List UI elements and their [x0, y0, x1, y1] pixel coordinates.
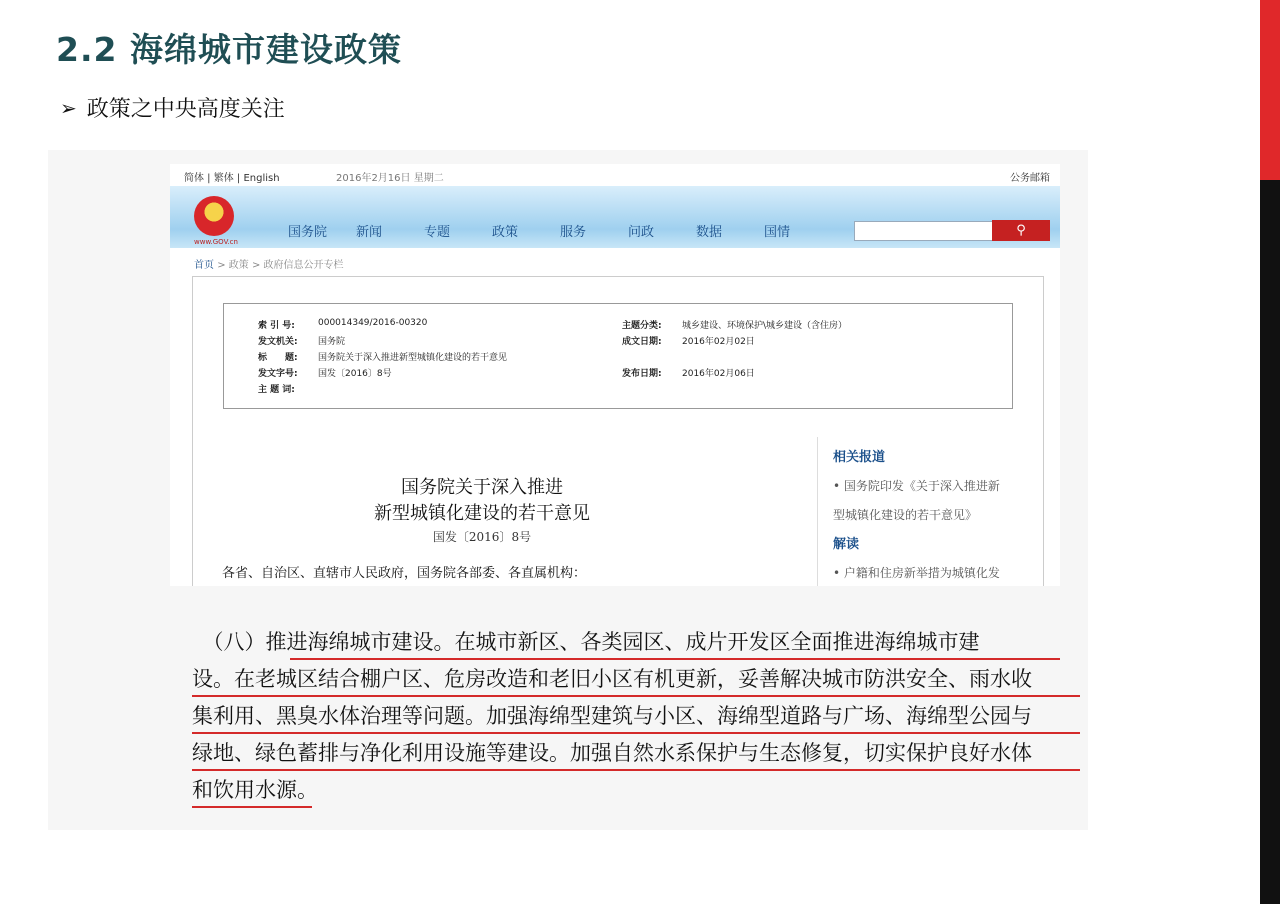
nav-item-data[interactable]: 数据	[696, 225, 723, 240]
meta-label: 发文字号:	[258, 369, 298, 379]
meta-value: 国务院	[318, 337, 346, 347]
red-underline	[290, 658, 1060, 660]
red-underline	[192, 806, 312, 808]
nav-item-news[interactable]: 新闻	[356, 225, 383, 240]
site-header	[170, 186, 1060, 248]
meta-label: 发文机关:	[258, 337, 298, 347]
breadcrumb-home[interactable]: 首页	[194, 260, 214, 271]
arrow-bullet-icon: ➢	[60, 95, 77, 120]
meta-value: 2016年02月02日	[682, 337, 755, 347]
meta-value: 2016年02月06日	[682, 369, 755, 379]
meta-value: 国发〔2016〕8号	[318, 369, 392, 379]
search-button[interactable]	[992, 220, 1050, 241]
bullet-text: 政策之中央高度关注	[86, 97, 285, 122]
document-number: 国发〔2016〕8号	[432, 530, 532, 544]
excerpt-line: （八）推进海绵城市建设。在城市新区、各类园区、成片开发区全面推进海绵城市建	[192, 630, 980, 654]
breadcrumb-gov-info[interactable]: 政府信息公开专栏	[263, 260, 344, 271]
meta-value: 000014349/2016-00320	[318, 318, 428, 328]
breadcrumb-separator: >	[251, 260, 261, 271]
site-logo-caption: www.GOV.cn	[194, 238, 238, 246]
meta-value: 城乡建设、环境保护\城乡建设（含住房）	[682, 321, 848, 331]
main-nav	[288, 221, 832, 240]
excerpt-line: 绿地、绿色蓄排与净化利用设施等建设。加强自然水系保护与生态修复，切实保护良好水体	[192, 741, 1032, 765]
related-heading: 相关报道	[833, 450, 886, 465]
related-link-continued[interactable]: 型城镇化建设的若干意见》	[833, 508, 978, 522]
meta-label: 标 题:	[258, 353, 298, 363]
meta-label: 索 引 号:	[258, 321, 295, 331]
top-bar	[170, 164, 1060, 186]
document-metadata-table	[223, 303, 1013, 409]
date-text: 2016年2月16日 星期二	[336, 173, 444, 184]
red-underline	[192, 695, 1080, 697]
search-icon: ⚲	[1016, 223, 1026, 238]
mail-link[interactable]: 公务邮箱	[1010, 173, 1050, 184]
breadcrumb-separator: >	[217, 260, 226, 271]
nav-item-inquiry[interactable]: 问政	[628, 225, 655, 240]
meta-label: 主题分类:	[622, 321, 662, 331]
nav-item-national[interactable]: 国情	[764, 225, 791, 240]
excerpt-line: 集利用、黑臭水体治理等问题。加强海绵型建筑与小区、海绵型道路与广场、海绵型公园与	[192, 704, 1032, 728]
sidebar-divider	[817, 437, 818, 586]
language-switch[interactable]: 简体 | 繁体 | English	[184, 173, 280, 184]
breadcrumb-policy[interactable]: 政策	[228, 260, 249, 271]
document-recipients: 各省、自治区、直辖市人民政府，国务院各部委、各直属机构：	[222, 566, 587, 581]
excerpt-line: 和饮用水源。	[192, 778, 318, 802]
accent-bar-red	[1260, 0, 1280, 180]
nav-item-policy[interactable]: 政策	[492, 225, 519, 240]
breadcrumb	[194, 256, 344, 271]
red-underline	[192, 732, 1080, 734]
excerpt-paragraph	[192, 624, 1082, 809]
gov-webpage-screenshot	[170, 164, 1060, 586]
national-emblem-icon[interactable]	[194, 196, 234, 236]
accent-bar-dark	[1260, 180, 1280, 904]
search-input[interactable]	[854, 221, 994, 241]
meta-label: 成文日期:	[622, 337, 662, 347]
interpretation-heading: 解读	[833, 537, 860, 552]
red-underline	[192, 769, 1080, 771]
excerpt-line: 设。在老城区结合棚户区、危房改造和老旧小区有机更新，妥善解决城市防洪安全、雨水收	[192, 667, 1032, 691]
document-title	[170, 475, 794, 527]
slide-title: 2.2 海绵城市建设政策	[56, 30, 402, 69]
nav-item-state-council[interactable]: 国务院	[288, 225, 328, 240]
related-link[interactable]: • 国务院印发《关于深入推进新	[833, 479, 1000, 493]
meta-label: 发布日期:	[622, 369, 662, 379]
nav-item-topics[interactable]: 专题	[424, 225, 451, 240]
document-title-line2: 新型城镇化建设的若干意见	[374, 503, 590, 524]
meta-value: 国务院关于深入推进新型城镇化建设的若干意见	[318, 353, 508, 363]
bullet-item	[60, 92, 285, 123]
sidebar	[833, 443, 1043, 586]
document-title-line1: 国务院关于深入推进	[401, 477, 563, 498]
interpretation-link[interactable]: • 户籍和住房新举措为城镇化发	[833, 566, 1000, 580]
meta-label: 主 题 词:	[258, 385, 295, 395]
nav-item-services[interactable]: 服务	[560, 225, 587, 240]
